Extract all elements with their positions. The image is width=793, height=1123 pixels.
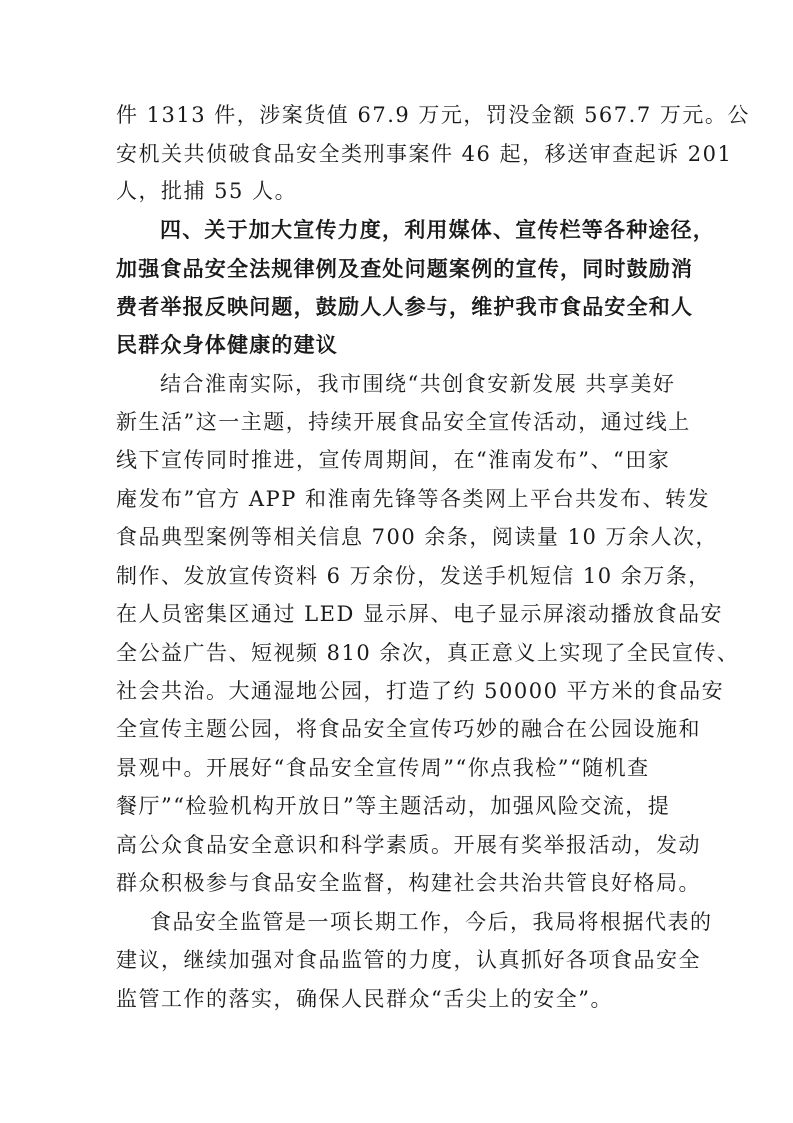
text-line-1: 件 1313 件，涉案货值 67.9 万元，罚没金额 567.7 万元。公 [116,103,750,127]
section-heading-line-3: 费者举报反映问题，鼓励人人参与，维护我市食品安全和人 [116,295,694,319]
paragraph-1-line-10: 全宣传主题公园，将食品安全宣传巧妙的融合在公园设施和 [116,717,701,741]
paragraph-1-line-2: 新生活”这一主题，持续开展食品安全宣传活动，通过线上 [116,410,691,434]
paragraph-1-line-4: 庵发布”官方 APP 和淮南先锋等各类网上平台共发布、转发 [116,487,711,511]
paragraph-1-line-13: 高公众食品安全意识和科学素质。开展有奖举报活动，发动 [116,833,701,857]
paragraph-1-line-1: 结合淮南实际，我市围绕“共创食安新发展 共享美好 [160,372,676,396]
paragraph-1-line-7: 在人员密集区通过 LED 显示屏、电子显示屏滚动播放食品安 [116,602,723,626]
section-heading-line-4: 民群众身体健康的建议 [116,333,338,357]
paragraph-1-line-12: 餐厅”“检验机构开放日”等主题活动，加强风险交流，提 [116,794,671,818]
text-line-2: 安机关共侦破食品安全类刑事案件 46 起，移送审查起诉 201 [116,142,733,166]
paragraph-1-line-8: 全公益广告、短视频 810 余次，真正意义上实现了全民宣传、 [116,641,740,665]
paragraph-1-line-9: 社会共治。大通湿地公园，打造了约 50000 平方米的食品安 [116,679,725,703]
paragraph-1-line-11: 景观中。开展好“食品安全宣传周”“你点我检”“随机查 [116,756,650,780]
paragraph-1-line-3: 线下宣传同时推进，宣传周期间，在“淮南发布”、“田家 [116,448,671,472]
paragraph-2-line-2: 建议，继续加强对食品监管的力度，认真抓好各项食品安全 [116,948,701,972]
paragraph-2-line-3: 监管工作的落实，确保人民群众“舌尖上的安全”。 [116,987,613,1011]
section-heading-line-2: 加强食品安全法规律例及查处问题案例的宣传，同时鼓励消 [116,257,694,281]
paragraph-1-line-6: 制作、发放宣传资料 6 万余份，发送手机短信 10 余万条， [116,564,711,588]
paragraph-2-line-1: 食品安全监管是一项长期工作，今后，我局将根据代表的 [150,910,713,934]
paragraph-1-line-14: 群众积极参与食品安全监督，构建社会共治共管良好格局。 [116,871,701,895]
section-heading-line-1: 四、关于加大宣传力度，利用媒体、宣传栏等各种途径， [160,218,715,242]
text-line-3: 人，批捕 55 人。 [116,179,298,203]
paragraph-1-line-5: 食品典型案例等相关信息 700 余条，阅读量 10 万余人次， [116,525,719,549]
